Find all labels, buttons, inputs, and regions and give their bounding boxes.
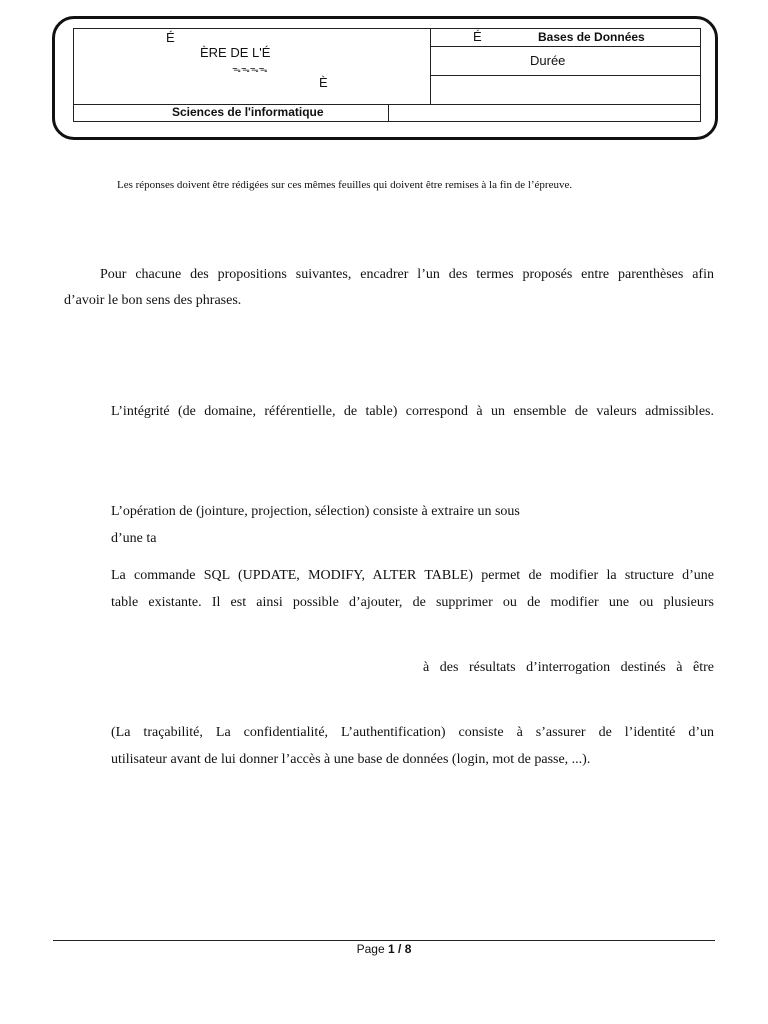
header-left-accent: É [166,30,175,45]
header-left-bottom-char: È [319,75,328,90]
item-3-line-1: La commande SQL (UPDATE, MODIFY, ALTER TABLE) permet de modifier la structure d’une [111,568,714,583]
item-5-line-2: utilisateur avant de lui donner l’accès à une base de données (login, mot de passe, ...). [111,752,591,767]
section-title: Sciences de l'informatique [172,105,324,119]
item-1: L’intégrité (de domaine, référentielle, de table) correspond à un ensemble de valeurs admissibles. [111,404,714,419]
item-3-line-2: table existante. Il est ainsi possible d’ajouter, de supprimer ou de modifier une ou plusieurs [111,595,714,610]
ornament: ᯓᯓᯓᯓ [232,64,268,74]
item-2-line-1: L’opération de (jointure, projection, sélection) consiste à extraire un sous [111,504,520,519]
page-prefix: Page [356,942,388,956]
item-4-fragment: à des résultats d’interrogation destinés à être [423,660,714,675]
instructions: Les réponses doivent être rédigées sur ces mêmes feuilles qui doivent être remises à la fin de l’épreuve. [117,179,573,191]
page-number [0,942,768,956]
footer-rule [53,940,715,941]
intro-line-2: d’avoir le bon sens des phrases. [64,293,242,308]
page-total: 8 [404,942,412,956]
ministry-title: ÈRE DE L'É [200,45,271,60]
item-2-line-2: d’une ta [111,531,157,546]
header-right-accent: É [473,29,482,44]
page-current: 1 [387,942,395,956]
subject-title: Bases de Données [538,30,645,44]
header-table [73,28,701,122]
duration-label: Durée [530,53,566,68]
intro-line-1: Pour chacune des propositions suivantes, encadrer l’un des termes proposés entre parenthèses afin [100,267,714,282]
item-5-line-1: (La traçabilité, La confidentialité, L’authentification) consiste à s’assurer de l’identité d’un [111,725,714,740]
page-separator: / [394,942,405,956]
